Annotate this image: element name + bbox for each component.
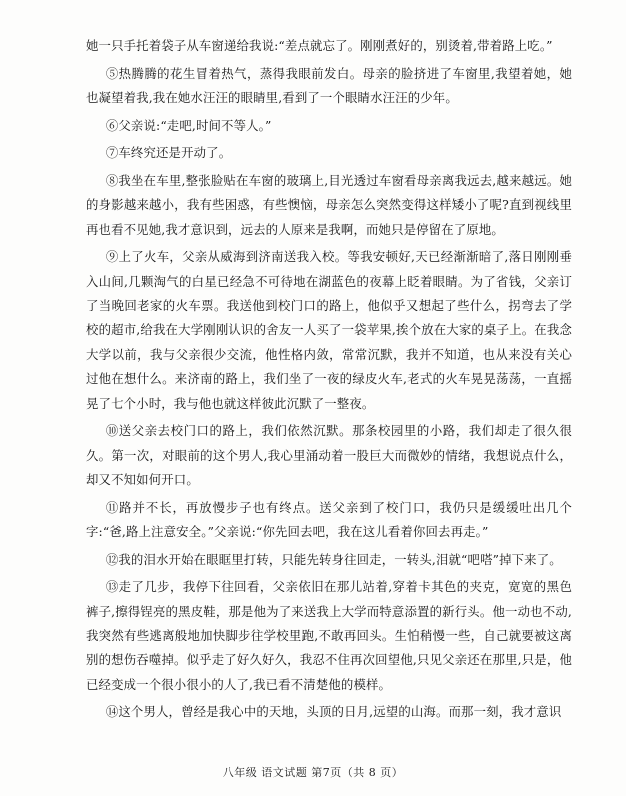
paragraph-6: ⑥父亲说:“走吧,时间不等人。”	[105, 117, 272, 133]
paragraph-9: ⑨上了火车，父亲从威海到济南送我入校。等我安顿好,天已经渐渐暗了,落日刚刚垂入山间,几颗淘气的白星已经急不可待地在湖蓝色的夜幕上眨着眼睛。为了省钱，父亲订了当晚回老家的火车票。我送他到校门口的路上，他似乎又想起了些什么，拐弯去了学校的超市,给我在大学刚刚认识的舍友一人买了一袋苹果,挨个放在大家的桌子上。在我念大学以前，我与父亲很少交流，他性格内敛，常常沉默，我并不知道，也从来没有关心过他在想什么。来济南的路上，我们坐了一夜的绿皮火车,老式的火车晃晃荡荡，一直摇晃了七个小时，我与他也就这样彼此沉默了一整夜。	[86, 249, 572, 411]
paragraph-8: ⑧我坐在车里,整张脸贴在车窗的玻璃上,目光透过车窗看母亲离我远去,越来越远。她的身影越来越小，我有些困惑，有些懊恼，母亲怎么突然变得这样矮小了呢?直到视线里再也看不见她,我才意识到，远去的人原来是我啊，而她只是停留在了原地。	[86, 172, 572, 237]
paragraph-4-continued: 她一只手托着袋子从车窗递给我说:“差点就忘了。刚刚煮好的，别烫着,带着路上吃。”	[86, 38, 553, 53]
paragraph-13: ⑬走了几步，我停下往回看，父亲依旧在那儿站着,穿着卡其色的夹克，宽宽的黑色裤子,擦得锃亮的黑皮鞋，那是他为了来送我上大学而特意添置的新行头。他一动也不动,我突然有些逃离般地加快脚步往学校里跑,不敢再回头。生怕稍慢一些，自己就要被这离别的想伤吞噬掉。似乎走了好久好久，我忍不住再次回望他,只见父亲还在那里,只是，他已经变成一个很小很小的人了,我已看不清楚他的模样。	[86, 579, 572, 692]
paragraph-11: ⑪路并不长，再放慢步子也有终点。送父亲到了校门口，我仍只是缓缓吐出几个字:“爸,路上注意安全。”父亲说:“你先回去吧，我在这儿看着你回去再走。”	[86, 499, 572, 540]
paragraph-14: ⑭这个男人，曾经是我心中的天地，头顶的日月,远望的山海。而那一刻，我才意识	[105, 704, 562, 720]
paragraph-5: ⑤热腾腾的花生冒着热气，蒸得我眼前发白。母亲的脸挤进了车窗里,我望着她，她也凝望着我,我在她水汪汪的眼睛里,看到了一个眼睛水汪汪的少年。	[86, 65, 572, 105]
paragraph-10: ⑩送父亲去校门口的路上，我们依然沉默。那条校园里的小路，我们却走了很久很久。第一次，对眼前的这个男人,我心里涌动着一股巨大而微妙的情绪，我想说点什么，却又不知如何开口。	[86, 423, 572, 488]
page-footer: 八年级 语文试题 第7页（共 8 页）	[222, 766, 404, 779]
paragraph-7: ⑦车终究还是开动了。	[105, 145, 232, 161]
reading-passage	[86, 34, 572, 728]
paragraph-12: ⑫我的泪水开始在眼眶里打转，只能先转身往回走，一转头,泪就“吧嗒”掉下来了。	[105, 551, 562, 567]
